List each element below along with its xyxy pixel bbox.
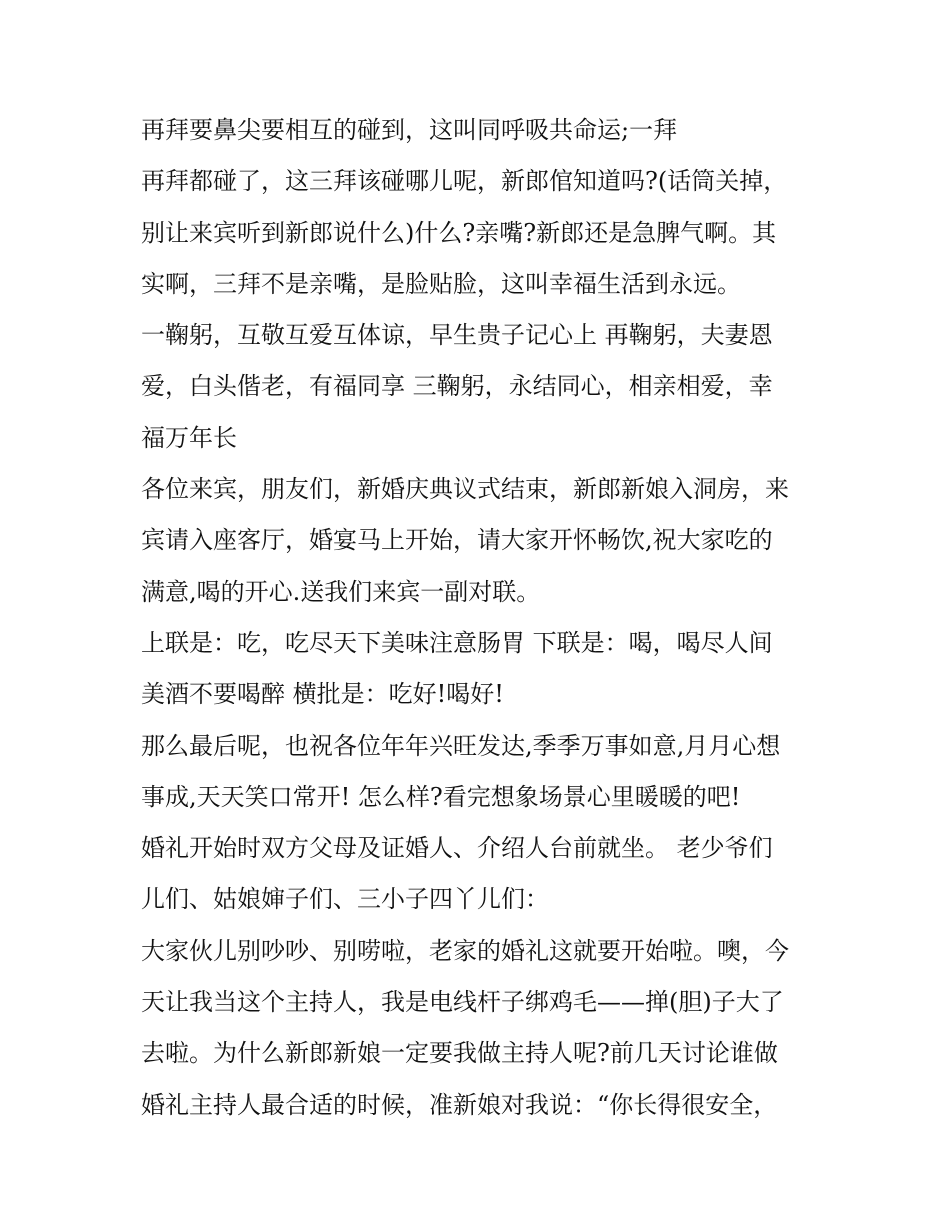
text-line: 一鞠躬，互敬互爱互体谅，早生贵子记心上 再鞠躬，夫妻恩 — [141, 321, 773, 350]
text-line: 各位来宾，朋友们，新婚庆典议式结束，新郎新娘入洞房，来 — [141, 475, 789, 504]
text-line: 美酒不要喝醉 横批是：吃好!喝好! — [141, 680, 504, 709]
text-line: 事成,天天笑口常开! 怎么样?看完想象场景心里暖暖的吧! — [141, 782, 741, 811]
text-line: 婚礼主持人最合适的时候，准新娘对我说：“你长得很安全， — [141, 1090, 778, 1119]
text-line: 去啦。为什么新郎新娘一定要我做主持人呢?前几天讨论谁做 — [141, 1039, 778, 1068]
text-line: 别让来宾听到新郎说什么)什么?亲嘴?新郎还是急脾气啊。其 — [141, 218, 777, 247]
text-line: 福万年长 — [141, 423, 237, 452]
text-line: 实啊，三拜不是亲嘴，是脸贴脸，这叫幸福生活到永远。 — [141, 269, 741, 298]
text-line: 再拜都碰了，这三拜该碰哪儿呢，新郎倌知道吗?(话筒关掉， — [141, 167, 788, 196]
text-line: 天让我当这个主持人，我是电线杆子绑鸡毛——掸(胆)子大了 — [141, 988, 784, 1017]
text-line: 儿们、姑娘婶子们、三小子四丫儿们： — [141, 885, 549, 914]
text-line: 爱，白头偕老，有福同享 三鞠躬，永结同心，相亲相爱，幸 — [141, 372, 773, 401]
text-line: 大家伙儿别吵吵、别唠啦，老家的婚礼这就要开始啦。噢，今 — [141, 936, 789, 965]
document-body — [141, 108, 841, 1134]
text-line: 婚礼开始时双方父母及证婚人、介绍人台前就坐。 老少爷们 — [141, 834, 773, 863]
text-line: 上联是：吃，吃尽天下美味注意肠胃 下联是：喝，喝尽人间 — [141, 628, 773, 657]
text-line: 那么最后呢，也祝各位年年兴旺发达,季季万事如意,月月心想 — [141, 731, 781, 760]
text-line: 宾请入座客厅，婚宴马上开始，请大家开怀畅饮,祝大家吃的 — [141, 526, 773, 555]
text-line: 再拜要鼻尖要相互的碰到，这叫同呼吸共命运;一拜 — [141, 116, 678, 144]
text-line: 满意,喝的开心.送我们来宾一副对联。 — [141, 577, 541, 606]
